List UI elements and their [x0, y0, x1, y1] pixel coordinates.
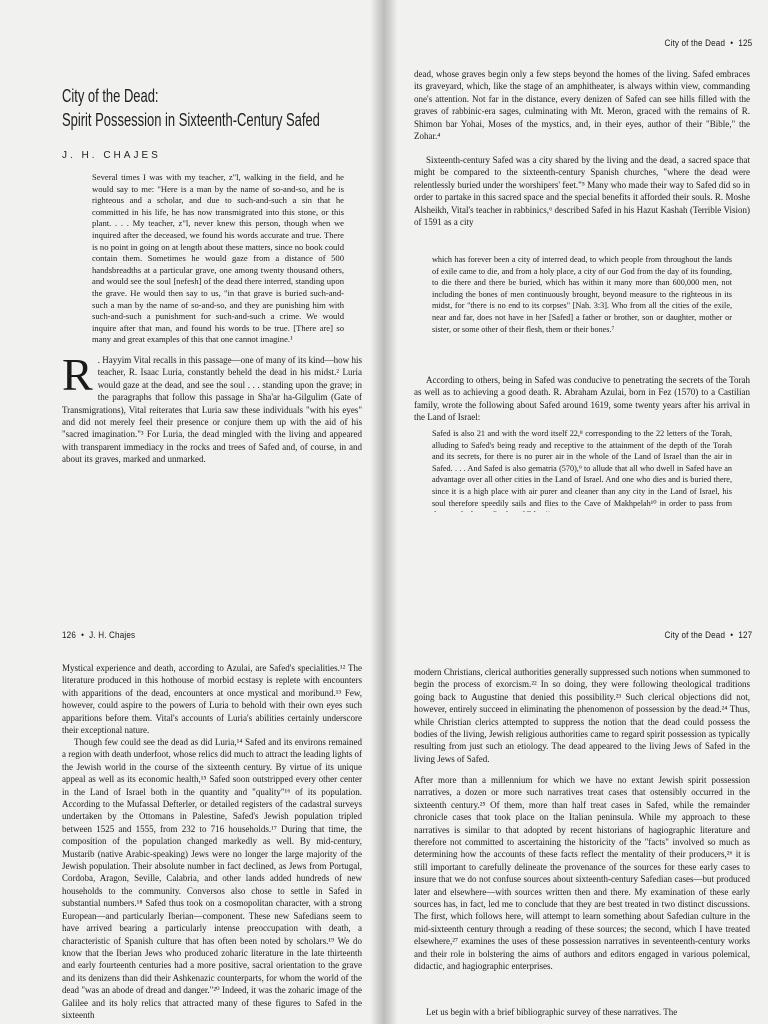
- page-number: 127: [738, 630, 752, 641]
- intro-paragraph: [62, 349, 362, 466]
- page-number: 125: [738, 38, 752, 49]
- body-paragraph-2: Sixteenth-century Safed was a city shared by the living and the dead, a sacred space that might be compared to the sixteenth-century Spanish churches, "where the dead were relentlessly buried under the worshipers' feet."⁵ Many who made their way to Safed did so in order to partake in this sacred space and the special benefits it afforded their souls. R. Moshe Alsheikh, Vital's teacher in rabbinics,⁶ described Safed in his Hazut Kashah (Terrible Vision) of 1591 as a city: [414, 155, 750, 228]
- author-name: J. H. CHAJES: [62, 150, 161, 161]
- title-line-2: Spirit Possession in Sixteenth-Century Safed: [62, 110, 320, 130]
- body-paragraph-1: modern Christians, clerical authorities generally suppressed such notions when summoned to begin the process of exorcism.²² In so doing, they were following theological traditions going back to Augustine that denied this possibility.²³ Such clerical objections did not, however, entirely succeed in eliminating the phenomenon of possession by the dead.²⁴ Thus, while Christian clerics attempted to suppress the notion that the dead could possess the bodies of the living, Jewish religious authorities came to regard spirit possession as typically resulting from just such an etiology. The dead appeared to the living Jews of Safed in the living Jews of Safed.: [414, 667, 750, 764]
- body-paragraph-2: After more than a millennium for which we have no extant Jewish spirit possession narratives, a dozen or more such narratives treat cases that ostensibly occurred in the sixteenth century.²⁵ Of them, more than half treat cases in Safed, while the remainder chronicle cases that took place on the Italian peninsula. While my approach to these narratives is similar to that adopted by recent historians of hagiographic literature and therefore not committed to ascertaining the historicity of the "facts" involved so much as determining how the accounts of these facts reflect the mentality of their producers,²⁶ it is still important to carefully delineate the provenance of the sources for these early cases to insure that we do not confuse sources about sixteenth-century Safedian cases—but produced later and elsewhere—with sources written then and there. My examination of these early sources has, in fact, led me to conclude that they are best treated in two distinct discussions. The first, which follows here, will attempt to learn something about Safedian culture in the mid-sixteenth century through a reading of these sources; the second, which I have treated elsewhere,²⁷ examines the uses of these possession narratives in seventeenth-century works and their role in bolstering the aims of authors and editors engaged in various polemical, didactic, and hagiographic enterprises.: [414, 775, 750, 972]
- page-127: [384, 512, 768, 1024]
- intro-text: . Hayyim Vital recalls in this passage—one of many of its kind—how his teacher, R. Isaac Luria, constantly beheld the dead in his midst.² Luria would gaze at the dead, and see the soul . . . standing upon the grave; in the paragraphs that follow this passage in Sha'ar ha-Gilgulim (Gate of Transmigrations), Vital reiterates that Luria saw these individuals "with his eyes" and did not merely feel their presence or conjure them up with the aid of his "sacred imagination."³ For Luria, the dead mingled with the living and appeared with transparent immediacy in the rocks and trees of Safed and, of course, in and about its graves, marked and unmarked.: [62, 355, 362, 465]
- body-paragraph-1: Mystical experience and death, according to Azulai, are Safed's specialities.¹² The literature produced in this hothouse of morbid ecstasy is replete with encounters with apparitions of the dead, encounters at once mystical and moribund.¹³ Few, however, could aspire to the powers of Luria to behold with their own eyes such apparitions before them. Vital's accounts of Luria's abilities certainly underscore their exceptional nature.: [62, 663, 362, 736]
- page-number: 126: [62, 630, 76, 641]
- body-paragraph-1: dead, whose graves begin only a few steps beyond the homes of the living. Safed embraces its graveyard, which, like the stage of an amphitheater, is always within view, commanding one's attention. Not far in the distance, every denizen of Safed can see hills filled with the graves of rabbinic-era sages, culminating with Mt. Meron, graced with the remains of R. Shimon bar Yohai, Moses of the mystics, and, in their eyes, author of their "Bible," the Zohar.⁴: [414, 69, 750, 142]
- page-125: [384, 0, 768, 512]
- running-head: City of the Dead • 127: [664, 630, 752, 641]
- title-line-1: City of the Dead:: [62, 86, 159, 106]
- page-101: [0, 0, 384, 512]
- page-126: [0, 512, 384, 1024]
- running-head: 126 • J. H. Chajes: [62, 630, 136, 641]
- chapter-title: [62, 84, 362, 132]
- epigraph: Several times I was with my teacher, z"l, walking in the field, and he would say to me: "Here is a man by the name of so-and-so, and he is righteous and a scholar, and due to such-and-such a sin that he committed in his life, he has now transmigrated into this stone, or this plant. . . . My teacher, z"l, never knew this person, though when we inquired after the deceased, we found his words accurate and true. There is no point in going on at length about these matters, since no book could contain them. Sometimes he would gaze from a distance of 500 handsbreadths at a particular grave, one among twenty thousand others, and would see the soul [nefesh] of the dead there interred, standing upon the grave. He would then say to us, "in that grave is buried such-and-such a man by the name of so-and-so, and they are punishing him with such-and-such a punishment for such-and-such a crime. We would inquire after that man, and found his words to be true. [There are] so many and great examples of this that one cannot imagine.¹: [92, 172, 344, 345]
- drop-cap: R: [62, 349, 93, 400]
- body-paragraph-3: According to others, being in Safed was conducive to penetrating the secrets of the Torah as well as to achieving a good death. R. Abraham Azulai, born in Fez (1570) to a Castilian family, wrote the following about Safed around 1619, some twenty years after his arrival in the Land of Israel:: [414, 375, 750, 423]
- running-head-author: J. H. Chajes: [89, 630, 136, 641]
- running-head-title: City of the Dead: [664, 630, 725, 641]
- block-quote-2: Safed is also 21 and with the word itself 22,⁸ corresponding to the 22 letters of the Torah, alluding to Safed's being ready and receptive to the attainment of the depth of the Torah and its secrets, for there is no purer air in the whole of the Land of Israel than the air in Safed. . . . And Safed is also gematria (570),⁹ to allude that all who dwell in Safed have an advantage over all other cities in the Land of Israel. And one who dies and is buried there, since it is a high place with air purer and cleaner than any city in the Land of Israel, his soul therefore speedily sails and flies to the Cave of Makhpelah¹⁰ in order to pass from: [432, 429, 732, 508]
- block-quote-1: which has forever been a city of interred dead, to which people from throughout the lands of exile came to die, and from a holy place, a city of our God from the day of its founding, to die there and there be buried, which has within it many more than 600,000 men, not including the bones of men continuously brought, beyond measure to the righteous in its midst, for "there is no end to its corpses" [Nah. 3:3]. Who from all the cities of the exile, near and far, does not have in her [Safed] a father or brother, son or daughter, mother or sister, or some other of their flesh, them or their bones.⁷: [432, 255, 732, 334]
- body-paragraph-3: Let us begin with a brief bibliographic survey of these narratives. The: [426, 1007, 678, 1017]
- body-paragraph-2: Though few could see the dead as did Luria,¹⁴ Safed and its environs remained a region with death underfoot, whose relics did much to attract the leading lights of the Jewish world in the course of the sixteenth century. By virtue of its unique appeal as well as its economic health,¹⁵ Safed soon outstripped every other center in the Land of Israel both in the quantity and "quality"¹⁶ of its population. According to the Mufassal Defterler, or detailed registers of the cadastral surveys undertaken by the Ottomans in Palestine, Safed's Jewish population tripled between 1525 and 1555, from 232 to 716 households.¹⁷ During that time, the composition of the population changed markedly as well. By mid-century, Mustarib (native Arabic-speaking) Jews were no longer the large majority of the Jewish population. Their absolute number in fact declined, as Jews from Portugal, Cordoba, Aragon, Seville, Calabria, and other lands added hundreds of new households to the community. Conversos also chose to settle in Safed in substantial numbers.¹⁸ Safed thus took on a cosmopolitan character, with a strong European—and particularly Iberian—component. These new Safedians seem to have arrived bearing a particularly intense preoccupation with death, a characteristic of Spanish culture that has often been noted by scholars.¹⁹ We do know that the Iberian Jews who produced zoharic literature in the late thirteenth and early fourteenth centuries had a more positive, sacral orientation to the grave and its denizens than did their Ashkenazic counterparts, for whom the world of the dead "was an abode of dread and danger."²⁰ Indeed, it was the zoharic image of the Galilee and its holy relics that attracted many of these figures to Safed in the sixteenth: [62, 737, 362, 1020]
- running-head: City of the Dead • 125: [664, 38, 752, 49]
- running-head-title: City of the Dead: [664, 38, 725, 49]
